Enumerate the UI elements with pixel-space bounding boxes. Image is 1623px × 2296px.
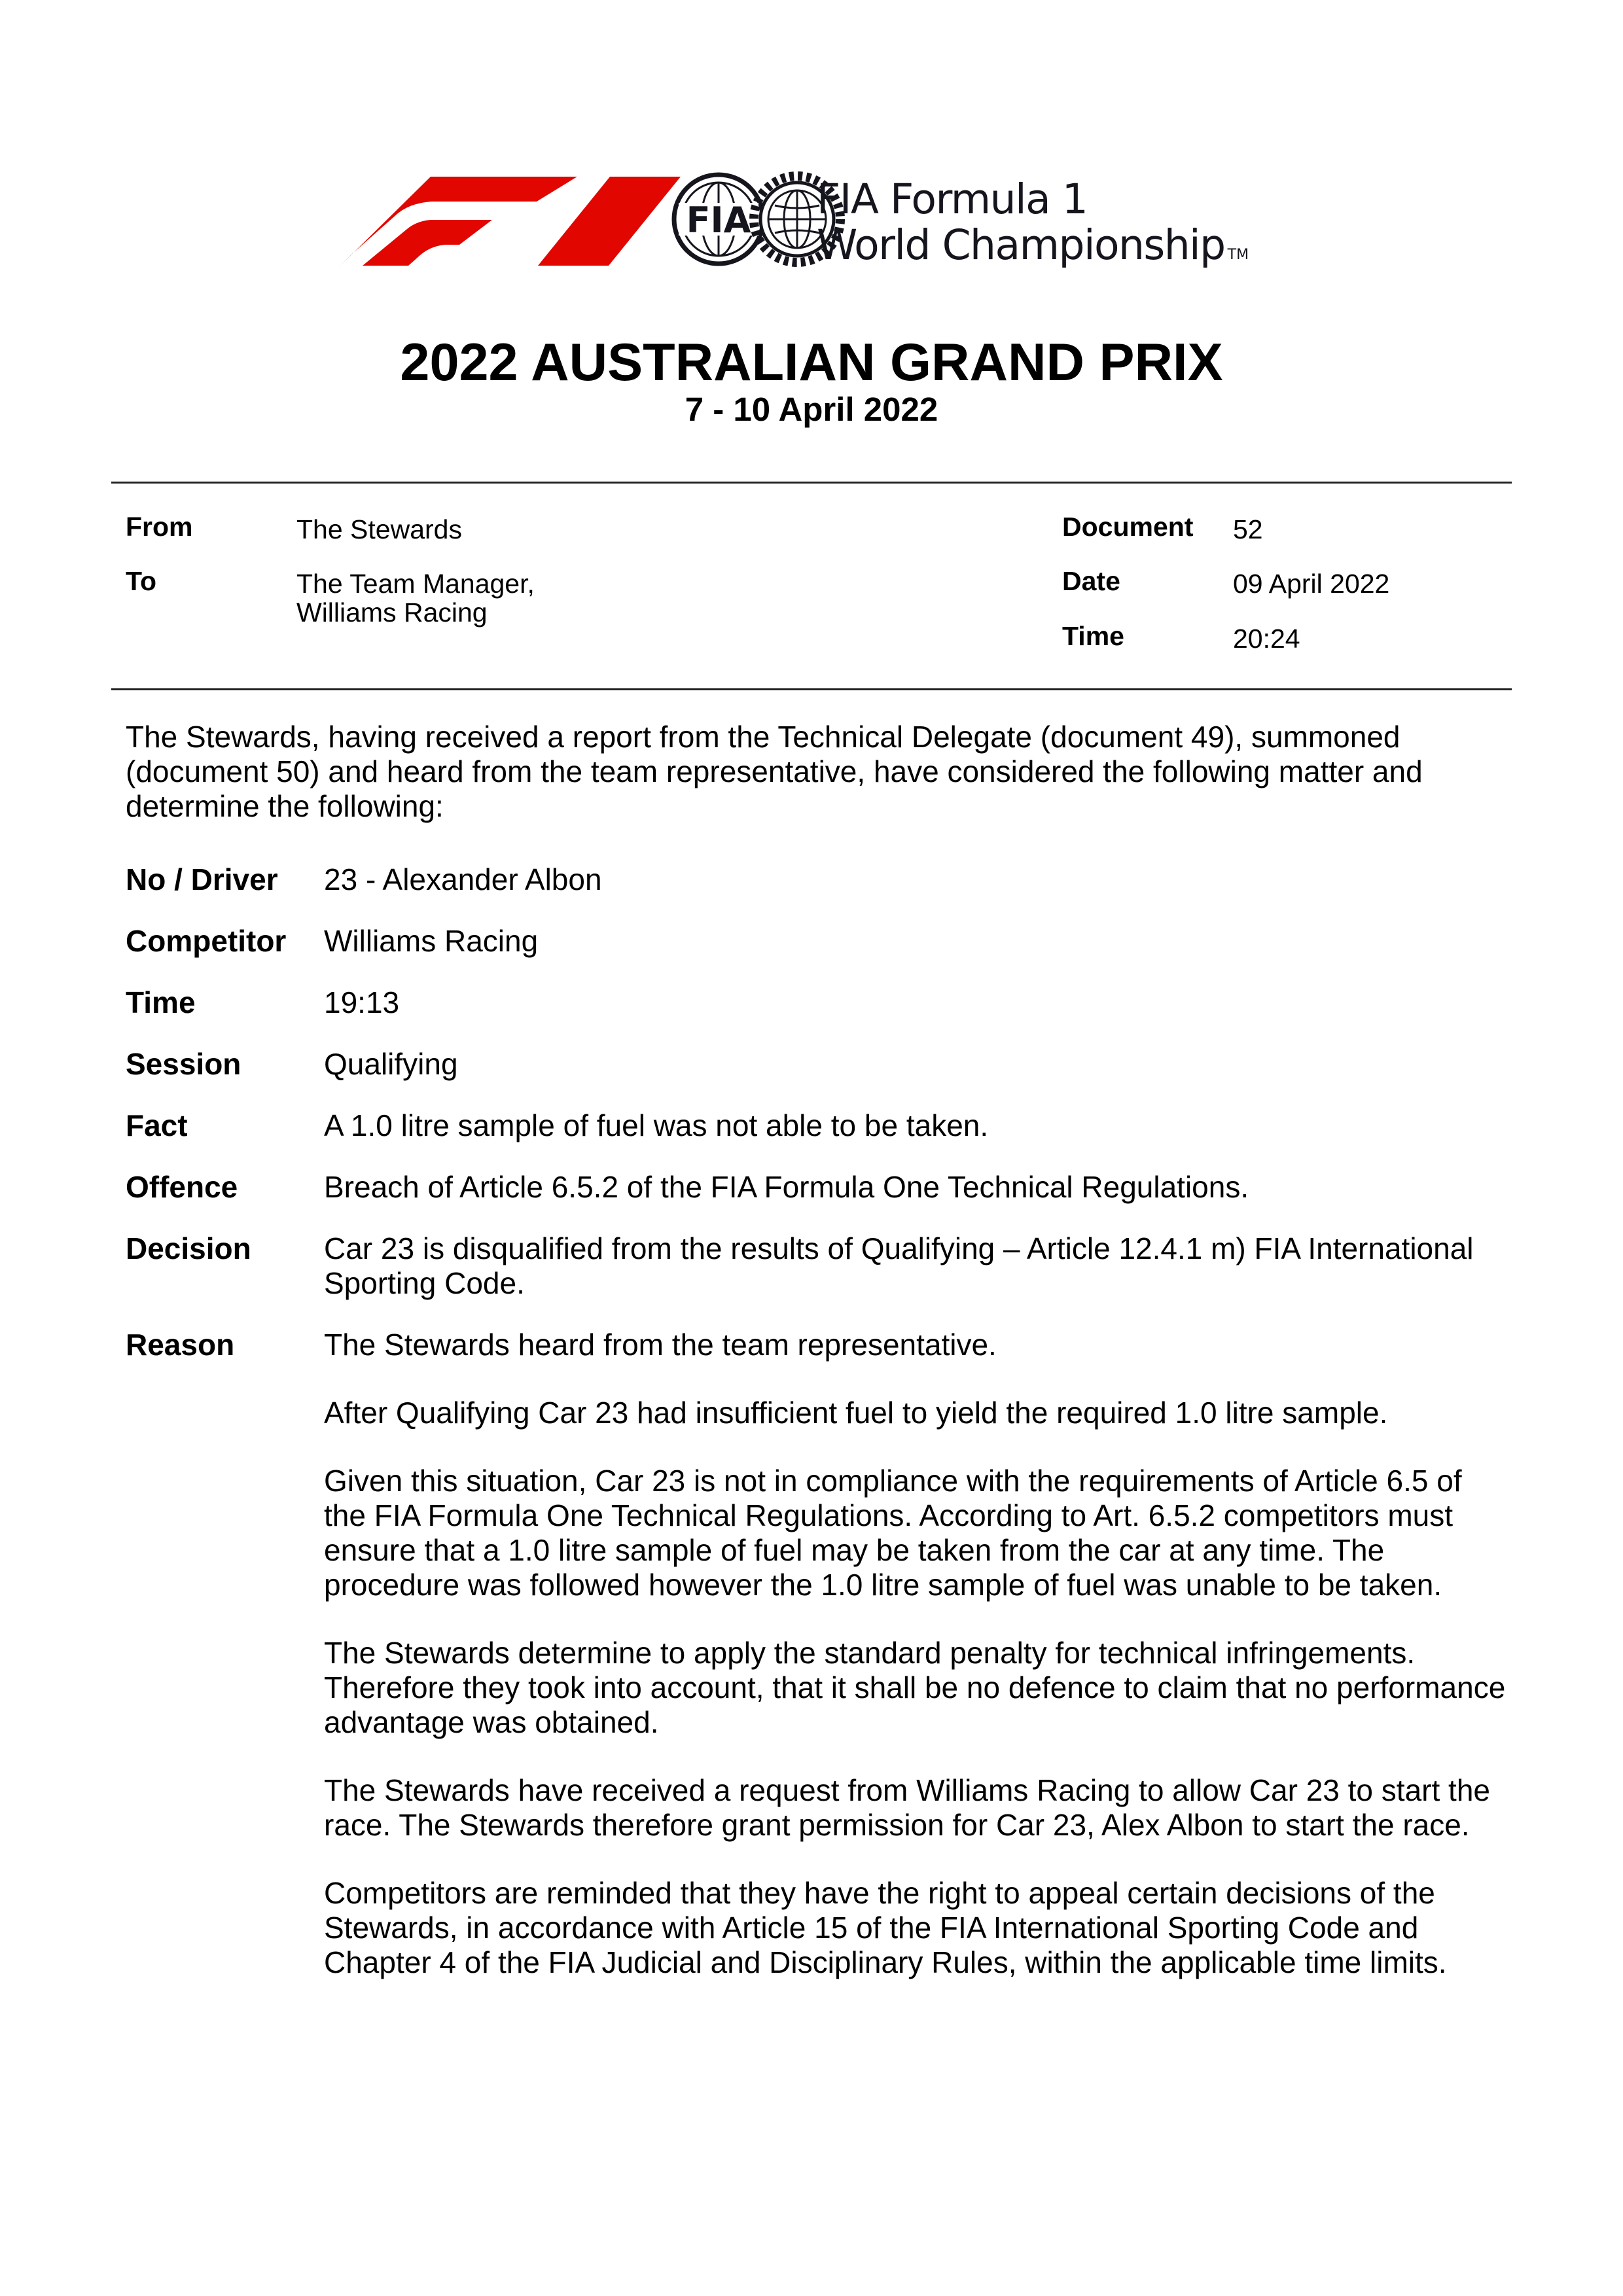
logo-banner	[340, 169, 1322, 274]
fact-value: A 1.0 litre sample of fuel was not able to be taken.	[324, 1108, 989, 1142]
reason-paragraph: Given this situation, Car 23 is not in compliance with the requirements of Article 6.5 of the FIA Formula One Technical Regulations. According to Art. 6.5.2 competitors must ensure that a 1.0 litre sample of fuel may be taken from the car at any time. The procedure was followed however the 1.0 litre sample of fuel was unable to be taken.	[324, 1464, 1462, 1602]
to-label: To	[126, 566, 157, 596]
date-label: Date	[1062, 566, 1120, 596]
intro-paragraph: The Stewards, having received a report from the Technical Delegate (document 49), summoned (document 50) and heard from the team representative, have considered the following matter and determine the following:	[126, 720, 1423, 823]
driver-value: 23 - Alexander Albon	[324, 862, 602, 896]
offence-row	[126, 1170, 1507, 1205]
date-value: 09 April 2022	[1233, 569, 1390, 599]
from-value: The Stewards	[296, 514, 462, 544]
appeal-notice-paragraph: Competitors are reminded that they have the right to appeal certain decisions of the Stewards, in accordance with Article 15 of the FIA International Sporting Code and Chapter 4 of the FIA Judicial and Disciplinary Rules, within the applicable time limits.	[324, 1876, 1447, 1979]
event-dates: 7 - 10 April 2022	[685, 391, 938, 428]
incident-time-row	[126, 985, 1507, 1020]
event-title: 2022 AUSTRALIAN GRAND PRIX	[400, 333, 1223, 392]
svg-text:FIA: FIA	[686, 200, 751, 241]
session-row	[126, 1047, 1507, 1082]
header-time-label: Time	[1062, 621, 1124, 651]
to-value	[296, 569, 535, 627]
reason-paragraph: After Qualifying Car 23 had insufficient fuel to yield the required 1.0 litre sample.	[324, 1396, 1388, 1430]
fact-row	[126, 1108, 1507, 1143]
decision-value: Car 23 is disqualified from the results of Qualifying – Article 12.4.1 m) FIA International Sporting Code.	[324, 1231, 1474, 1300]
document-number: 52	[1233, 514, 1263, 544]
offence-label: Offence	[126, 1170, 238, 1204]
offence-value: Breach of Article 6.5.2 of the FIA Formula One Technical Regulations.	[324, 1170, 1249, 1204]
f1-logo	[340, 177, 681, 266]
incident-time-label: Time	[126, 985, 196, 1019]
to-value-line-1: The Team Manager,	[296, 569, 535, 599]
decision-label: Decision	[126, 1231, 251, 1265]
reason-text	[324, 1328, 1507, 1980]
incident-time-value: 19:13	[324, 985, 400, 1019]
wordmark-line-2-text: World Championship	[817, 221, 1225, 269]
championship-wordmark	[817, 177, 1340, 278]
document-label: Document	[1062, 512, 1194, 542]
fact-label: Fact	[126, 1108, 188, 1142]
competitor-value: Williams Racing	[324, 924, 539, 958]
header-time-value: 20:24	[1233, 624, 1300, 654]
driver-row	[126, 862, 1507, 897]
from-label: From	[126, 512, 193, 542]
reason-row	[126, 1328, 1507, 1980]
competitor-row	[126, 924, 1507, 959]
wordmark-line-2	[817, 222, 1340, 278]
to-value-line-2: Williams Racing	[296, 597, 488, 627]
session-value: Qualifying	[324, 1047, 458, 1081]
decision-list	[126, 862, 1507, 2007]
header-top-rule	[111, 482, 1512, 484]
reason-paragraph: The Stewards determine to apply the standard penalty for technical infringements. Therefore they took into account, that it shall be no defence to claim that no performance advantage was obtained.	[324, 1636, 1506, 1739]
competitor-label: Competitor	[126, 924, 287, 958]
reason-label: Reason	[126, 1328, 235, 1362]
header-bottom-rule	[111, 688, 1512, 690]
trademark-mark: TM	[1227, 247, 1249, 263]
driver-label: No / Driver	[126, 862, 278, 896]
decision-row	[126, 1231, 1507, 1301]
reason-paragraph: The Stewards heard from the team representative.	[324, 1328, 997, 1362]
wordmark-line-1: FIA Formula 1	[817, 175, 1088, 223]
session-label: Session	[126, 1047, 241, 1081]
reason-paragraph: The Stewards have received a request from Williams Racing to allow Car 23 to start the race. The Stewards therefore grant permission for Car 23, Alex Albon to start the race.	[324, 1773, 1490, 1842]
